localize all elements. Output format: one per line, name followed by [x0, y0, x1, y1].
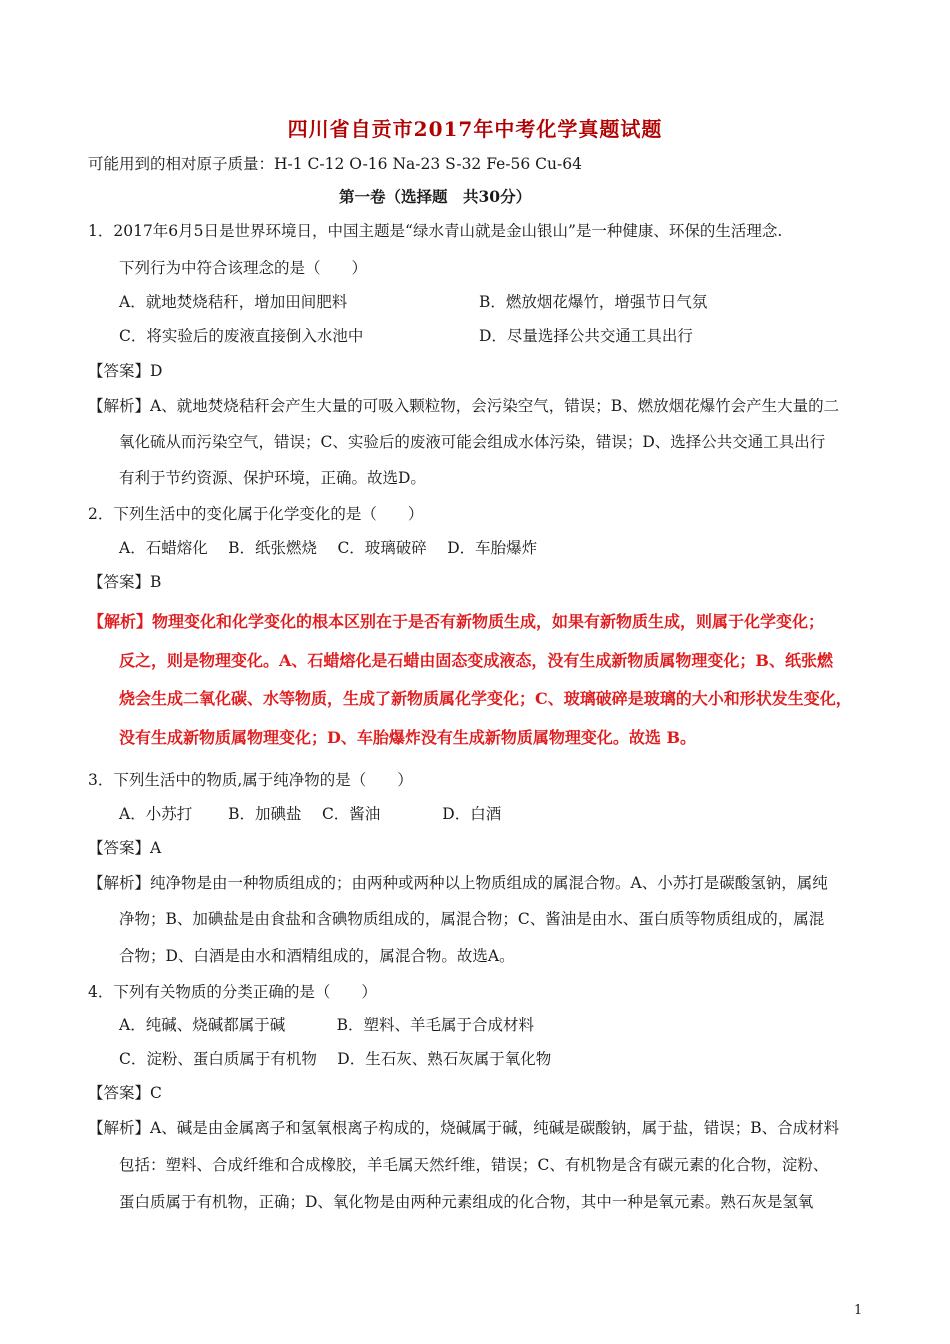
q2-stem: 2．下列生活中的变化属于化学变化的是（ ） [88, 505, 424, 523]
q1-option-a: A．就地焚烧秸秆，增加田间肥料 [119, 293, 348, 311]
atomic-masses: 可能用到的相对原子质量：H-1 C-12 O-16 Na-23 S-32 Fe-56 Cu-64 [88, 155, 582, 173]
q4-options-cd: C．淀粉、蛋白质属于有机物 D．生石灰、熟石灰属于氧化物 [119, 1050, 552, 1068]
q4-explanation-line2: 包括：塑料、合成纤维和合成橡胶，羊毛属天然纤维，错误；C、有机物是含有碳元素的化合物，淀粉、 [119, 1156, 829, 1174]
page-title: 四川省自贡市2017年中考化学真题试题 [287, 117, 663, 141]
q1-option-c: C．将实验后的废液直接倒入水池中 [119, 327, 364, 345]
q1-option-b: B．燃放烟花爆竹，增强节日气氛 [479, 293, 708, 311]
q1-explanation-line1: 【解析】A、就地焚烧秸秆会产生大量的可吸入颗粒物，会污染空气，错误；B、燃放烟花爆竹会产生大量的二 [88, 397, 840, 415]
q2-explanation-line2: 反之，则是物理变化。A、石蜡熔化是石蜡由固态变成液态，没有生成新物质属物理变化；B、纸张燃 [119, 651, 833, 670]
q4-stem: 4．下列有关物质的分类正确的是（ ） [88, 983, 377, 1001]
q4-explanation-line1: 【解析】A、碱是由金属离子和氢氧根离子构成的，烧碱属于碱，纯碱是碳酸钠，属于盐，错误；B、合成材料 [88, 1119, 840, 1137]
q2-explanation-line4: 没有生成新物质属物理变化；D、车胎爆炸没有生成新物质属物理变化。故选 B。 [119, 728, 696, 747]
q2-explanation-line1: 【解析】物理变化和化学变化的根本区别在于是否有新物质生成，如果有新物质生成，则属于化学变化； [88, 612, 825, 631]
q3-explanation-line3: 合物；D、白酒是由水和酒精组成的，属混合物。故选A。 [119, 947, 515, 965]
q1-stem-line2: 下列行为中符合该理念的是（ ） [119, 259, 368, 277]
q2-answer: 【答案】B [88, 573, 162, 591]
q3-stem: 3．下列生活中的物质,属于纯净物的是（ ） [88, 771, 413, 789]
page-number: 1 [854, 1303, 863, 1318]
q4-answer: 【答案】C [88, 1084, 162, 1102]
q3-explanation-line2: 净物；B、加碘盐是由食盐和含碘物质组成的，属混合物；C、酱油是由水、蛋白质等物质组成的，属混 [119, 910, 825, 928]
q1-answer: 【答案】D [88, 362, 163, 380]
q3-explanation-line1: 【解析】纯净物是由一种物质组成的；由两种或两种以上物质组成的属混合物。A、小苏打是碳酸氢钠，属纯 [88, 874, 828, 892]
q2-explanation-line3: 烧会生成二氧化碳、水等物质，生成了新物质属化学变化；C、玻璃破碎是玻璃的大小和形状发生变化， [119, 689, 852, 708]
q1-option-d: D．尽量选择公共交通工具出行 [479, 327, 693, 345]
q1-stem-line1: 1．2017年6月5日是世界环境日，中国主题是“绿水青山就是金山银山”是一种健康、环保的生活理念. [88, 222, 783, 240]
section-header: 第一卷（选择题 共30分） [339, 187, 532, 206]
q3-options: A．小苏打 B．加碘盐 C．酱油 D．白酒 [119, 805, 502, 823]
q4-options-ab: A．纯碱、烧碱都属于碱 B．塑料、羊毛属于合成材料 [119, 1016, 535, 1034]
q4-explanation-line3: 蛋白质属于有机物，正确；D、氧化物是由两种元素组成的化合物，其中一种是氧元素。熟石灰是氢氧 [119, 1193, 814, 1211]
q2-options: A．石蜡熔化 B．纸张燃烧 C．玻璃破碎 D．车胎爆炸 [119, 539, 538, 557]
q1-explanation-line3: 有利于节约资源、保护环境，正确。故选D。 [119, 469, 426, 487]
q3-answer: 【答案】A [88, 839, 162, 857]
q1-explanation-line2: 氧化硫从而污染空气，错误；C、实验后的废液可能会组成水体污染，错误；D、选择公共交通工具出行 [119, 433, 826, 451]
